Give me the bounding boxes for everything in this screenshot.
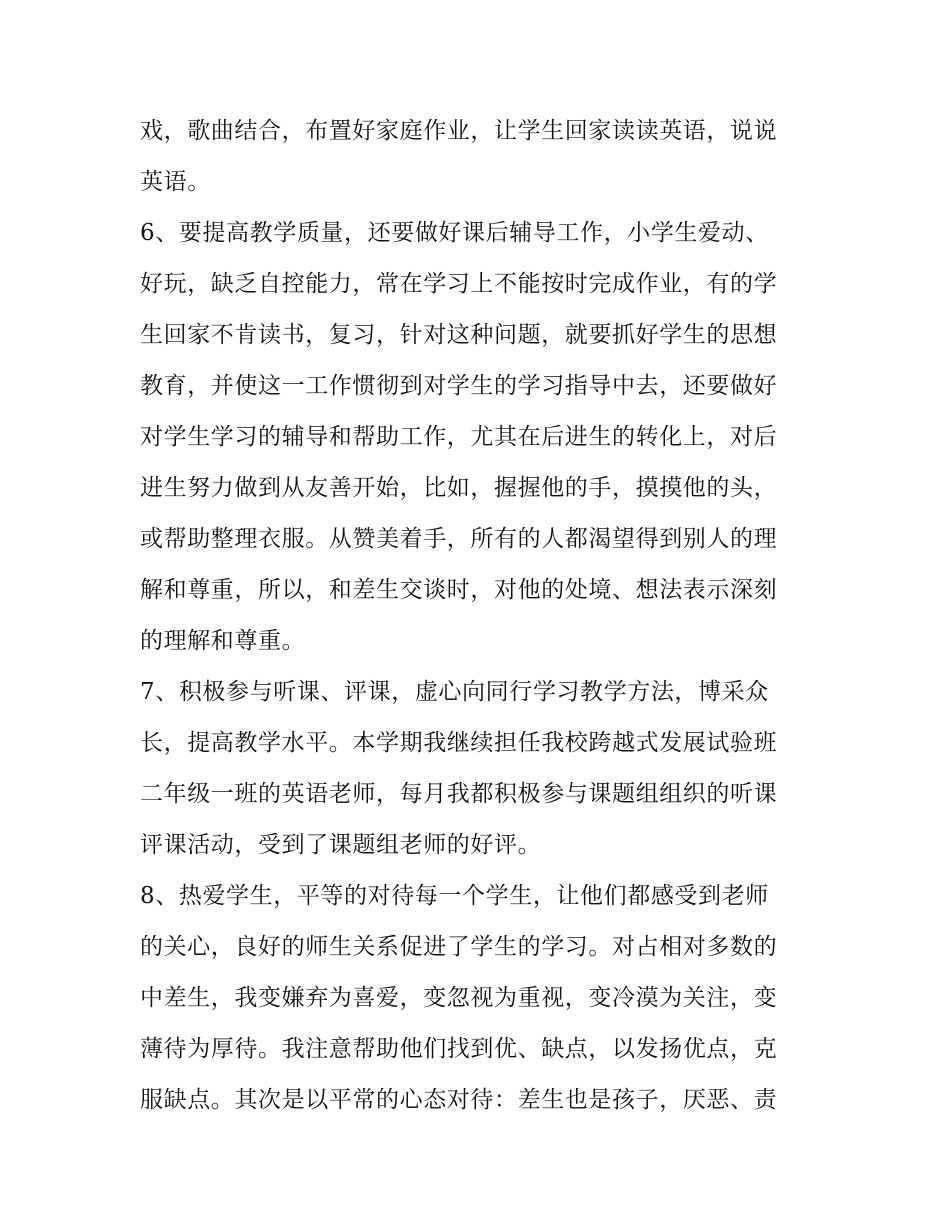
text-line: 8、热爱学生，平等的对待每一个学生，让他们都感受到老师 <box>140 883 769 909</box>
text-line: 薄待为厚待。我注意帮助他们找到优、缺点，以发扬优点，克 <box>140 1036 778 1062</box>
body-text <box>140 106 820 1126</box>
text-line: 评课活动，受到了课题组老师的好评。 <box>140 832 542 858</box>
text-line: 教育，并使这一工作惯彻到对学生的学习指导中去，还要做好 <box>140 373 778 399</box>
text-line: 生回家不肯读书，复习，针对这种问题，就要抓好学生的思想 <box>140 322 778 348</box>
text-line: 英语。 <box>140 169 211 195</box>
text-line: 对学生学习的辅导和帮助工作，尤其在后进生的转化上，对后 <box>140 424 778 450</box>
text-line: 中差生，我变嫌弃为喜爱，变忽视为重视，变冷漠为关注，变 <box>140 985 778 1011</box>
text-line: 进生努力做到从友善开始，比如，握握他的手，摸摸他的头， <box>140 475 778 501</box>
text-line: 二年级一班的英语老师，每月我都积极参与课题组组织的听课 <box>140 781 778 807</box>
text-line: 的关心，良好的师生关系促进了学生的学习。对占相对多数的 <box>140 934 778 960</box>
text-line: 戏，歌曲结合，布置好家庭作业，让学生回家读读英语，说说 <box>140 118 778 144</box>
text-line: 长，提高教学水平。本学期我继续担任我校跨越式发展试验班 <box>140 730 778 756</box>
text-line: 或帮助整理衣服。从赞美着手，所有的人都渴望得到别人的理 <box>140 526 778 552</box>
text-line: 7、积极参与听课、评课，虚心向同行学习教学方法，博采众 <box>140 679 769 705</box>
text-line: 服缺点。其次是以平常的心态对待：差生也是孩子，厌恶、责 <box>140 1087 778 1113</box>
text-line: 6、要提高教学质量，还要做好课后辅导工作，小学生爱动、 <box>140 220 769 246</box>
text-line: 解和尊重，所以，和差生交谈时，对他的处境、想法表示深刻 <box>140 577 778 603</box>
text-line: 的理解和尊重。 <box>140 628 306 654</box>
text-line: 好玩，缺乏自控能力，常在学习上不能按时完成作业，有的学 <box>140 271 778 297</box>
